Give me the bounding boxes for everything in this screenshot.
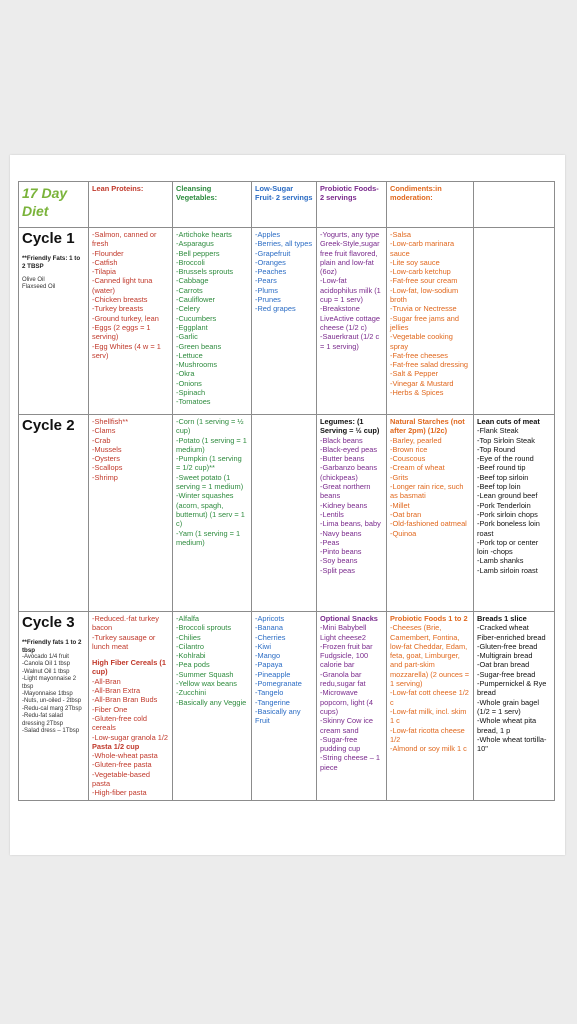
cycle3-breads-list <box>477 623 551 753</box>
list-item: -Salt & Pepper <box>390 369 439 379</box>
list-item: -Brown rice <box>390 444 428 454</box>
list-item: -Salad dress – 1Tbsp <box>22 728 80 735</box>
list-item: -Beef top loin <box>477 482 521 492</box>
list-item: -Split peas <box>320 565 355 575</box>
list-item: Fiber-enriched bread <box>477 632 546 642</box>
list-item: -Fat-free salad dressing <box>390 360 469 370</box>
list-item: -Almond or soy milk 1 c <box>390 744 467 754</box>
cycle3-proteins-list <box>92 614 169 651</box>
list-item: -Mini Babybell Light cheese2 <box>320 623 367 642</box>
cycle1-fats-header: **Friendly Fats: 1 to 2 TBSP <box>22 255 81 270</box>
list-item: -Black-eyed peas <box>320 444 378 454</box>
list-item: -Vinegar & Mustard <box>390 378 454 388</box>
list-item: -Salsa <box>390 230 411 239</box>
list-item: -Granola bar redu,sugar fat <box>320 669 366 689</box>
list-item: -Pork Tenderloin <box>477 500 531 510</box>
list-item: -Pomegranate <box>255 679 302 689</box>
list-item: -Cheeses (Brie, Camembert, Fontina, low-fat Cheddar, Edam, feta, goat, Limburger, and part-skim mozzarella) (2 ounces = 1 serving) <box>390 623 470 689</box>
cycle3-breads-cell <box>474 612 555 801</box>
list-item: -Turkey sausage or lunch meat <box>92 632 156 651</box>
list-item: -Cream of wheat <box>390 463 445 473</box>
list-item: -Red grapes <box>255 304 296 314</box>
cycle3-snacks-cell <box>317 612 387 801</box>
list-item: -Shellfish** <box>92 417 129 426</box>
list-item: -Low-sugar granola 1/2 <box>92 732 169 742</box>
diet-title: 17 Day Diet <box>22 185 68 219</box>
list-item: -Black beans <box>320 435 363 445</box>
list-item: -Lean ground beef <box>477 491 538 501</box>
list-item: -Pumpkin (1 serving = 1/2 cup)** <box>176 454 242 473</box>
list-item: -Fat-free sour cream <box>390 276 458 286</box>
list-item: -Bell peppers <box>176 248 220 258</box>
cycle2-label-cell <box>19 415 89 612</box>
list-item: -Eye of the round <box>477 454 534 464</box>
header-low-sugar-fruit: Low-Sugar Fruit- 2 servings <box>252 182 317 228</box>
cycle1-fruit-list <box>252 228 317 415</box>
cycle2-meat-header: Lean cuts of meat <box>477 417 540 426</box>
cycle2-row <box>19 415 555 612</box>
cycle3-label-cell <box>19 612 89 801</box>
list-item: -Peaches <box>255 267 287 277</box>
list-item: -Gluten-free cold cereals <box>92 713 148 733</box>
list-item: -Nuts, un-oiled - 2tbsp <box>22 698 82 705</box>
list-item: -Winter squashes (acorn, spagh, butternut) (1 serv = 1 c) <box>176 491 245 529</box>
cycle3-snacks-header: Optional Snacks <box>320 614 378 623</box>
list-item: -Millet <box>390 500 410 510</box>
list-item: -Navy beans <box>320 528 362 538</box>
list-item: -Corn (1 serving = ½ cup) <box>176 417 244 436</box>
list-item: -All-Bran Bran Buds <box>92 695 158 705</box>
list-item: -Apricots <box>255 614 285 623</box>
list-item: -Low-fat acidophilus milk (1 cup = 1 serv) <box>320 276 381 305</box>
cycle1-vegetables-list <box>173 228 252 415</box>
list-item: -Cracked wheat <box>477 623 529 633</box>
list-item: -Fiber One <box>92 704 128 714</box>
list-item: -Summer Squash <box>176 669 234 679</box>
list-item: -Artichoke hearts <box>176 230 232 239</box>
list-item: -Flank Steak <box>477 426 519 436</box>
list-item: -Low-fat, low-sodium broth <box>390 285 459 305</box>
list-item: -Redu-fat salad dressing 2Tbsp <box>22 713 64 727</box>
list-item: -Barley, pearled <box>390 435 442 445</box>
cycle1-label-cell <box>19 228 89 415</box>
list-item: -Herbs & Spices <box>390 388 444 398</box>
list-item: -Flounder <box>92 248 124 258</box>
list-item: -Celery <box>176 304 200 314</box>
list-item: -Frozen fruit bar Fudgsicle, 100 calorie bar <box>320 641 373 670</box>
list-item: -Reduced.-fat turkey bacon <box>92 614 159 633</box>
list-item: -Truvia or Nectresse <box>390 304 457 314</box>
list-item: -Oranges <box>255 257 286 267</box>
title-cell <box>19 182 89 228</box>
list-item: -Cauliflower <box>176 295 216 305</box>
list-item: -Asparagus <box>176 239 214 249</box>
list-item: -Breakstone LiveActive cottage cheese (1/2 c) <box>320 304 380 332</box>
cycle1-row <box>19 228 555 415</box>
cycle1-probiotic-list <box>317 228 387 415</box>
list-item: -Broccoli <box>176 257 205 267</box>
list-item: -Tangelo <box>255 688 284 698</box>
list-item: -Lamb sirloin roast <box>477 565 538 575</box>
list-item: -Gluten-free pasta <box>92 760 152 770</box>
list-item: -Pumpernickel & Rye bread <box>477 679 547 698</box>
cycle3-row <box>19 612 555 801</box>
list-item: -Couscous <box>390 454 426 464</box>
list-item: -Sugar-free bread <box>477 669 536 679</box>
list-item: -Plums <box>255 285 278 295</box>
list-item: -Yam (1 serving = 1 medium) <box>176 528 241 547</box>
list-item: -Lentils <box>320 509 344 519</box>
list-item: -Salmon, canned or fresh <box>92 230 157 249</box>
list-item: -Tomatoes <box>176 397 211 407</box>
header-probiotic: Probiotic Foods- 2 servings <box>317 182 387 228</box>
cycle3-probiotic-list <box>390 623 470 753</box>
cycle2-legumes-cell <box>317 415 387 612</box>
list-item: -Peas <box>320 537 340 547</box>
list-item: -Multigrain bread <box>477 651 533 661</box>
list-item: -Fat-free cheeses <box>390 350 448 360</box>
list-item: -Spinach <box>176 388 206 398</box>
list-item: -Mayonnaise 1tbsp <box>22 691 73 698</box>
cycle1-condiments-list <box>387 228 474 415</box>
cycle2-starches-cell <box>387 415 474 612</box>
list-item: -Okra <box>176 369 195 379</box>
list-item: -Pork top or center loin -chops <box>477 537 539 557</box>
list-item: -Tilapia <box>92 267 116 277</box>
list-item: -Tangerine <box>255 697 290 707</box>
cycle2-meat-cell <box>474 415 555 612</box>
list-item: -Brussels sprouts <box>176 267 234 277</box>
list-item: -Low-fat ricotta cheese 1/2 <box>390 725 465 744</box>
list-item: -All-Bran <box>92 676 121 686</box>
list-item: -Vegetable cooking spray <box>390 332 453 351</box>
cycle3-vegetables-list <box>173 612 252 801</box>
cycle1-label: Cycle 1 <box>22 230 75 247</box>
list-item: -Papaya <box>255 660 283 670</box>
list-item: -Crab <box>92 435 111 445</box>
list-item: -Kidney beans <box>320 500 368 510</box>
cycle3-fiber-list <box>92 677 169 742</box>
list-item: -Whole wheat pita bread, 1 p <box>477 716 537 735</box>
cycle2-starches-list <box>390 436 470 538</box>
cycle2-fruit-empty <box>252 415 317 612</box>
list-item: -Cabbage <box>176 276 209 286</box>
list-item: -Pork boneless loin roast <box>477 519 540 538</box>
cycle3-proteins-cell <box>89 612 173 801</box>
cycle3-pasta-header: Pasta 1/2 cup <box>92 741 140 751</box>
list-item: -Scallops <box>92 463 123 473</box>
cycle2-legumes-header: Legumes: (1 Serving = ½ cup) <box>320 417 380 436</box>
list-item: -Beef top sirloin <box>477 472 529 482</box>
list-item: -Quinoa <box>390 528 417 538</box>
list-item: -Sauerkraut (1/2 c = 1 serving) <box>320 332 380 351</box>
list-item: -Cherries <box>255 632 286 642</box>
list-item: -Carrots <box>176 285 203 295</box>
header-lean-proteins: Lean Proteins: <box>89 182 173 228</box>
list-item: -High-fiber pasta <box>92 788 147 798</box>
list-item: -Basically any Veggie <box>176 697 247 707</box>
list-item: Flaxseed Oil <box>22 284 56 291</box>
diet-chart-sheet <box>10 155 565 855</box>
list-item: -Catfish <box>92 257 118 267</box>
cycle3-fruit-list <box>252 612 317 801</box>
list-item: -Ground turkey, lean <box>92 313 159 323</box>
list-item: -Green beans <box>176 341 222 351</box>
list-item: -Lima beans, baby <box>320 519 381 529</box>
list-item: -Oat bran <box>390 509 422 519</box>
list-item: -Prunes <box>255 295 281 305</box>
header-cleansing-veg: Cleansing Vegetables: <box>173 182 252 228</box>
cycle2-label: Cycle 2 <box>22 417 75 434</box>
list-item: -Lettuce <box>176 350 203 360</box>
list-item: -Shrimp <box>92 472 118 482</box>
list-item: -Beef round tip <box>477 463 526 473</box>
list-item: -Canola Oil 1 tbsp <box>22 661 71 668</box>
cycle2-legumes-list <box>320 436 383 575</box>
list-item: -Low-fat cott cheese 1/2 c <box>390 688 469 707</box>
list-item: -Gluten-free bread <box>477 641 538 651</box>
list-item: -Pears <box>255 276 277 286</box>
list-item: -Turkey breasts <box>92 304 144 314</box>
list-item: -Great northern beans <box>320 482 371 501</box>
list-item: -Low-carb ketchup <box>390 267 451 277</box>
list-item: -Light mayonnaise 2 tbsp <box>22 676 77 690</box>
cycle2-starches-header: Natural Starches (not after 2pm) (1/2c) <box>390 417 465 436</box>
list-item: -Mango <box>255 651 281 661</box>
list-item: -All-Bran Extra <box>92 686 141 696</box>
list-item: -Top Round <box>477 444 516 454</box>
cycle3-pasta-list <box>92 751 169 797</box>
list-item: -Alfalfa <box>176 614 200 623</box>
cycle3-fats-list <box>22 654 85 735</box>
list-item: -Garbanzo beans (chickpeas) <box>320 463 378 482</box>
cycle1-empty <box>474 228 555 415</box>
list-item: -Cilantro <box>176 641 204 651</box>
list-item: -Zucchini <box>176 688 206 698</box>
list-item: -Potato (1 serving = 1 medium) <box>176 435 247 454</box>
list-item: -Sugar free jams and jellies <box>390 313 460 332</box>
list-item: -Low-carb marinara sauce <box>390 239 455 258</box>
list-item: -Oysters <box>92 454 120 464</box>
list-item: -Skinny Cow ice cream sand <box>320 716 373 735</box>
list-item: -Whole wheat tortilla- 10" <box>477 734 547 754</box>
list-item: -Grapefruit <box>255 248 291 258</box>
list-item: -Old-fashioned oatmeal <box>390 519 467 529</box>
cycle3-label: Cycle 3 <box>22 614 75 631</box>
cycle2-vegetables-list <box>173 415 252 612</box>
list-item: -Longer rain rice, such as basmati <box>390 482 464 501</box>
header-row <box>19 182 555 228</box>
list-item: -Mussels <box>92 444 122 454</box>
list-item: -Microwave popcorn, light (4 cups) <box>320 688 373 716</box>
list-item: -Apples <box>255 230 281 239</box>
list-item: -String cheese – 1 piece <box>320 753 380 772</box>
list-item: -Chicken breasts <box>92 295 148 305</box>
header-condiments: Condiments:in moderation: <box>387 182 474 228</box>
cycle3-breads-header: Breads 1 slice <box>477 614 527 623</box>
list-item: -Canned light tuna (water) <box>92 276 153 295</box>
list-item: -Whole grain bagel (1/2 = 1 serv) <box>477 697 540 716</box>
list-item: -Lite soy sauce <box>390 257 440 267</box>
cycle2-proteins-list <box>89 415 173 612</box>
cycle3-snacks-list <box>320 623 383 772</box>
list-item: -Pork sirloin chops <box>477 509 538 519</box>
list-item: -Garlic <box>176 332 198 342</box>
list-item: -Kohlrabi <box>176 651 206 661</box>
list-item: -Eggs (2 eggs = 1 serving) <box>92 322 151 342</box>
cycle3-fats-header: **Friendly fats 1 to 2 tbsp <box>22 639 82 654</box>
cycle1-fats-list <box>22 277 85 292</box>
list-item: -Broccoli sprouts <box>176 623 232 633</box>
list-item: -Banana <box>255 623 283 633</box>
list-item: -Yellow wax beans <box>176 679 237 689</box>
list-item: -Whole-wheat pasta <box>92 751 158 761</box>
list-item: -Grits <box>390 472 409 482</box>
cycle3-probiotic-cell <box>387 612 474 801</box>
list-item: -Top Sirloin Steak <box>477 435 535 445</box>
list-item: Olive Oil <box>22 277 45 283</box>
list-item: -Redu-cal marg 2Tbsp <box>22 705 82 712</box>
list-item: -Egg Whites (4 w = 1 serv) <box>92 341 161 360</box>
cycle3-fiber-header: High Fiber Cereals (1 cup) <box>92 658 166 677</box>
cycle3-probiotic-header: Probiotic Foods 1 to 2 <box>390 614 468 623</box>
list-item: -Low-fat milk, incl. skim 1 c <box>390 706 467 726</box>
list-item: -Eggplant <box>176 322 208 332</box>
list-item: -Walnut Oil 1 tbsp <box>22 668 70 675</box>
list-item: -Pinto beans <box>320 547 362 557</box>
list-item: -Pea pods <box>176 660 210 670</box>
list-item: -Pineapple <box>255 669 291 679</box>
list-item: -Lamb shanks <box>477 556 524 566</box>
list-item: -Yogurts, any type Greek-Style,sugar free fruit flavored, plain and low-fat (6oz) <box>320 230 380 277</box>
list-item: -Cucumbers <box>176 313 217 323</box>
list-item: -Sugar-free pudding cup <box>320 734 361 754</box>
list-item: -Oat bran bread <box>477 660 530 670</box>
list-item: -Kiwi <box>255 641 272 651</box>
list-item: -Butter beans <box>320 454 365 464</box>
list-item: -Vegetable-based pasta <box>92 769 150 789</box>
list-item: -Soy beans <box>320 556 358 566</box>
cycle2-meat-list <box>477 426 551 575</box>
diet-table <box>18 181 555 801</box>
list-item: -Avocado 1/4 fruit <box>22 654 69 660</box>
list-item: -Clams <box>92 426 116 436</box>
list-item: -Mushrooms <box>176 360 218 370</box>
cycle1-proteins-list <box>89 228 173 415</box>
header-empty <box>474 182 555 228</box>
list-item: -Sweet potato (1 serving = 1 medium) <box>176 472 244 492</box>
list-item: -Berries, all types <box>255 239 313 249</box>
list-item: -Chilies <box>176 632 201 642</box>
list-item: -Onions <box>176 378 202 388</box>
list-item: -Basically any Fruit <box>255 706 301 726</box>
